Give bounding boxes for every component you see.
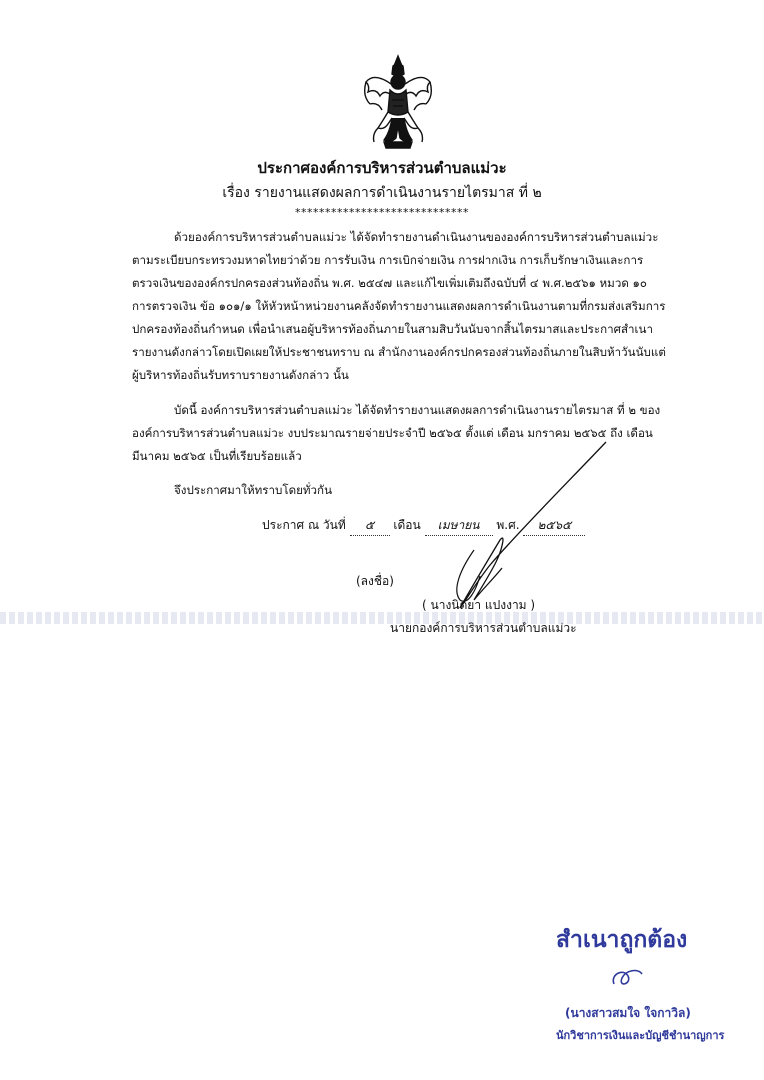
scan-artifact [0, 612, 764, 624]
paragraph-1-line: การตรวจเงิน ข้อ ๑๐๑/๑ ให้หัวหน้าหน่วยงานคลังจัดทำรายงานแสดงผลการดำเนินงานตามที่กรมส่งเสริมการ [132, 299, 666, 313]
announce-month: เมษายน [425, 516, 493, 536]
handwritten-signature [430, 440, 630, 620]
certifier-signature [608, 962, 648, 992]
announce-year-label: พ.ศ. [496, 518, 520, 532]
paragraph-1-line: รายงานดังกล่าวโดยเปิดเผยให้ประชาชนทราบ ณ สำนักงานองค์กรปกครองส่วนท้องถิ่นภายในสิบห้าวันนับแต่ [132, 345, 666, 359]
garuda-emblem [360, 52, 436, 152]
paragraph-1-line: ผู้บริหารท้องถิ่นรับทราบรายงานดังกล่าว นั้น [132, 368, 349, 382]
signer-name: ( นางนิตยา แปงงาม ) [422, 598, 536, 612]
paragraph-2-line: บัดนี้ องค์การบริหารส่วนตำบลแม่วะ ได้จัดทำรายงานแสดงผลการดำเนินงานรายไตรมาส ที่ ๒ ของ [174, 403, 661, 417]
announcement-title: ประกาศองค์การบริหารส่วนตำบลแม่วะ [257, 159, 507, 177]
paragraph-2-line: มีนาคม ๒๕๖๕ เป็นที่เรียบร้อยแล้ว [132, 449, 302, 463]
announce-month-label: เดือน [393, 518, 421, 532]
closing-line: จึงประกาศมาให้ทราบโดยทั่วกัน [174, 483, 332, 497]
subject-line: เรื่อง รายงานแสดงผลการดำเนินงานรายไตรมาส ที่ ๒ [222, 185, 542, 201]
announce-prefix: ประกาศ ณ วันที่ [262, 518, 346, 532]
certifier-position: นักวิชาการเงินและบัญชีชำนาญการ [556, 1029, 725, 1042]
certified-copy-stamp: สำเนาถูกต้อง [556, 927, 688, 953]
star-divider: ***************************** [295, 206, 469, 219]
paragraph-1-line: ตามระเบียบกระทรวงมหาดไทยว่าด้วย การรับเงิน การเบิกจ่ายเงิน การฝากเงิน การเก็บรักษาเงินและการ [132, 253, 644, 267]
announce-year: ๒๕๖๕ [523, 516, 585, 536]
certifier-name: (นางสาวสมใจ ใจกาวิล) [565, 1006, 691, 1020]
paragraph-2-line: องค์การบริหารส่วนตำบลแม่วะ งบประมาณรายจ่ายประจำปี ๒๕๖๕ ตั้งแต่ เดือน มกราคม ๒๕๖๕ ถึง เดือน [132, 426, 653, 440]
announce-day: ๕ [350, 516, 390, 536]
sign-label: (ลงชื่อ) [356, 574, 394, 588]
paragraph-1-line: ตรวจเงินขององค์กรปกครองส่วนท้องถิ่น พ.ศ. ๒๕๔๗ และแก้ไขเพิ่มเติมถึงฉบับที่ ๔ พ.ศ.๒๕๖๑ หมวด ๑๐ [132, 276, 647, 290]
signer-position: นายกองค์การบริหารส่วนตำบลแม่วะ [390, 621, 577, 635]
paragraph-1-line: ปกครองท้องถิ่นกำหนด เพื่อนำเสนอผู้บริหารท้องถิ่นภายในสามสิบวันนับจากสิ้นไตรมาสและประกาศสำเนา [132, 322, 653, 336]
paragraph-1-line: ด้วยองค์การบริหารส่วนตำบลแม่วะ ได้จัดทำรายงานดำเนินงานขององค์การบริหารส่วนตำบลแม่วะ [174, 230, 659, 244]
